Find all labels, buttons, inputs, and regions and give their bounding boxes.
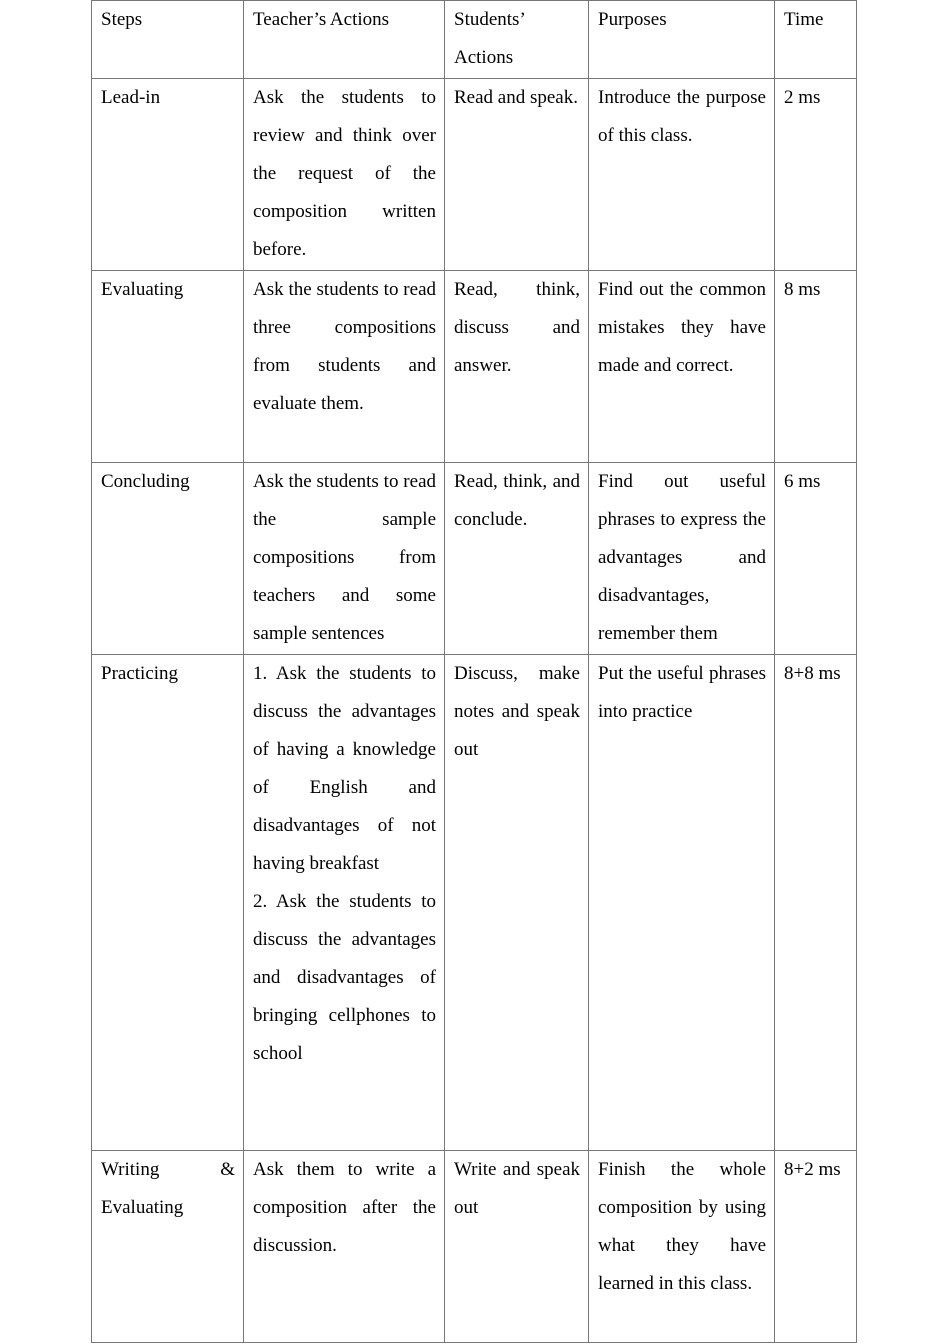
teacher-action-item-1: 1. Ask the students to discuss the advantages of having a knowledge of English and disadvantages of not having breakfast — [253, 663, 436, 874]
student-action-cell: Write and speak out — [445, 1151, 589, 1343]
header-steps: Steps — [92, 1, 244, 79]
purpose-cell: Find out useful phrases to express the advantages and disadvantages, remember them — [589, 463, 775, 655]
step-cell: Practicing — [92, 655, 244, 1151]
table-row — [92, 655, 857, 1151]
purpose-cell: Find out the common mistakes they have made and correct. — [589, 271, 775, 463]
teacher-action-cell: Ask the students to review and think over the request of the composition written before. — [244, 79, 445, 271]
header-time: Time — [775, 1, 857, 79]
header-teachers-actions: Teacher’s Actions — [244, 1, 445, 79]
purpose-cell: Finish the whole composition by using what they have learned in this class. — [589, 1151, 775, 1343]
time-cell: 8+8 ms — [775, 655, 857, 1151]
table-row — [92, 79, 857, 271]
teacher-action-cell: Ask the students to read three compositions from students and evaluate them. — [244, 271, 445, 463]
time-cell: 6 ms — [775, 463, 857, 655]
header-purposes: Purposes — [589, 1, 775, 79]
time-cell: 8+2 ms — [775, 1151, 857, 1343]
student-action-cell: Read, think, and conclude. — [445, 463, 589, 655]
teacher-action-cell: Ask the students to read the sample compositions from teachers and some sample sentences — [244, 463, 445, 655]
lesson-plan-table — [91, 0, 857, 1343]
header-students-actions: Students’ Actions — [445, 1, 589, 79]
purpose-cell: Put the useful phrases into practice — [589, 655, 775, 1151]
step-cell: Evaluating — [92, 271, 244, 463]
time-cell: 8 ms — [775, 271, 857, 463]
teacher-action-item-2: 2. Ask the students to discuss the advantages and disadvantages of bringing cellphones to school — [253, 891, 436, 1064]
student-action-cell: Discuss, make notes and speak out — [445, 655, 589, 1151]
table-row — [92, 271, 857, 463]
table-row — [92, 1151, 857, 1343]
time-cell: 2 ms — [775, 79, 857, 271]
step-cell: Concluding — [92, 463, 244, 655]
table-row — [92, 463, 857, 655]
table-header-row — [92, 1, 857, 79]
teacher-action-cell — [244, 655, 445, 1151]
student-action-cell: Read, think, discuss and answer. — [445, 271, 589, 463]
step-cell: Lead-in — [92, 79, 244, 271]
step-cell: Writing & Evaluating — [92, 1151, 244, 1343]
teacher-action-cell: Ask them to write a composition after the discussion. — [244, 1151, 445, 1343]
purpose-cell: Introduce the purpose of this class. — [589, 79, 775, 271]
student-action-cell: Read and speak. — [445, 79, 589, 271]
